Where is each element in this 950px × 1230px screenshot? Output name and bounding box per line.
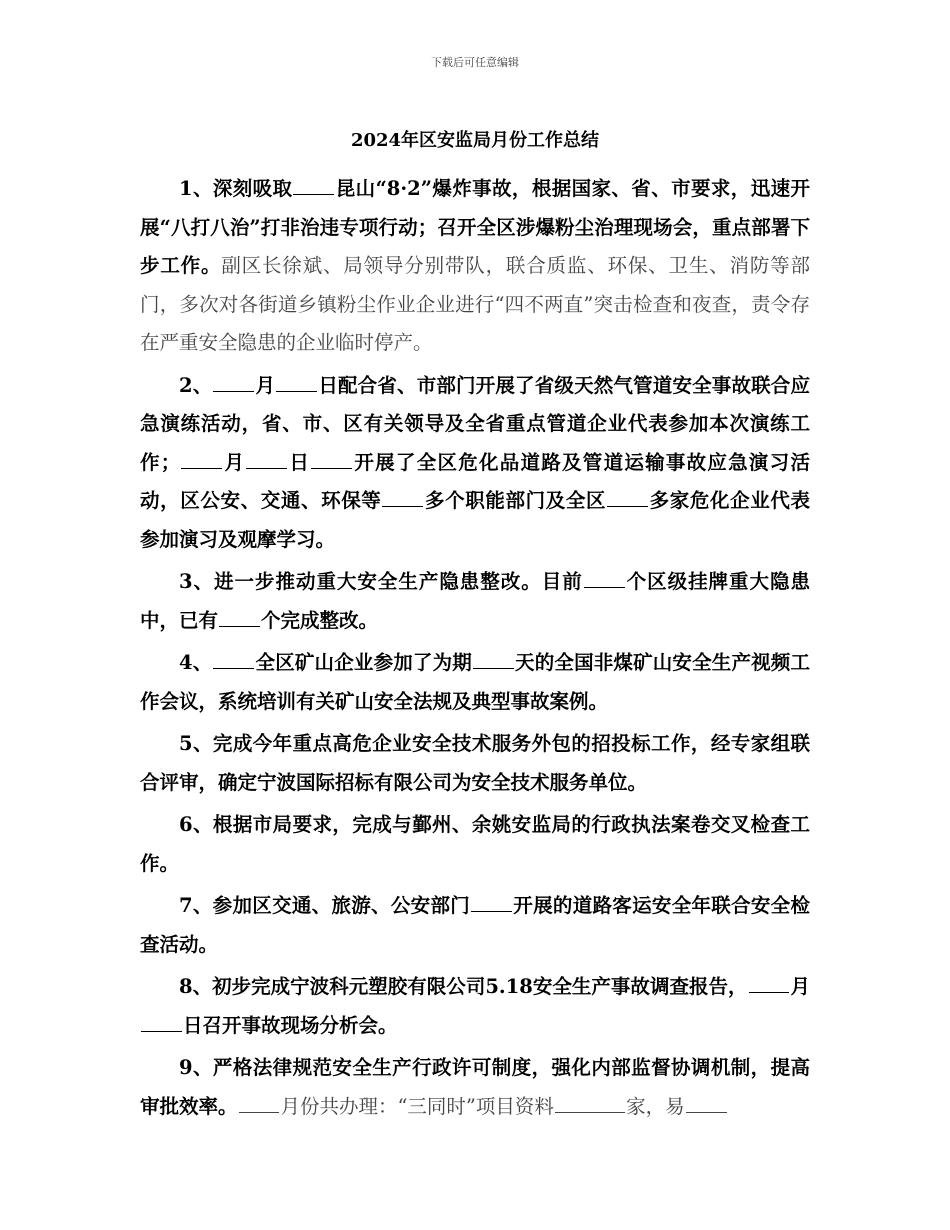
fill-blank [749, 972, 790, 993]
paragraph-2 [140, 367, 810, 560]
fill-blank [607, 486, 648, 507]
paragraph-7 [140, 887, 810, 964]
paragraph-4-text-a: 4、 [179, 651, 213, 674]
fill-blank [382, 486, 423, 507]
document-title: 2024年区安监局月份工作总结 [350, 130, 600, 151]
paragraph-2-text-c: 日配合省、市部门开展了省级天然气管道安全事故联合应急演练活动，省、市、区有关领导及全省重点管道企业代表参加本次演练工作； [140, 373, 810, 474]
paragraph-4 [140, 644, 810, 721]
paragraph-9-text-b: 月份共办理：“三同时”项目资料 [280, 1094, 554, 1118]
paragraph-2-text-g: 多个职能部门及全区 [424, 489, 607, 512]
paragraph-2-text-f: 开展了全区危化品道路及管道运输事故应急演习活动，区公安、交通、环保等 [140, 450, 810, 512]
paragraph-7-text-b: 开展的道路客运安全年联合安全检查活动。 [140, 894, 810, 956]
paragraph-3-text-c: 个完成整改。 [260, 608, 378, 632]
paragraph-9-text-a: 9、严格法律规范安全生产行政许可制度，强化内部监督协调机制，提高审批效率。 [140, 1056, 810, 1118]
header-note: 下载后可任意编辑 [431, 56, 519, 69]
paragraph-3 [140, 563, 810, 640]
paragraph-5 [140, 725, 810, 802]
fill-blank [555, 1091, 625, 1112]
fill-blank [181, 447, 222, 468]
paragraph-4-text-b: 全区矿山企业参加了为期 [255, 651, 472, 674]
paragraph-1-text-c: 副区长徐斌、局领导分别带队，联合质监、环保、卫生、消防等部门，多次对各街道乡镇粉尘作业企业进行“四不两直”突击检查和夜查，责令存在严重安全隐患的企业临时停产。 [140, 254, 810, 354]
paragraph-1-text-b: 昆山“8·2”爆炸事故，根据国家、省、市要求，迅速开展“八打八治”打非治违专项行动；召开全区涉爆粉尘治理现场会，重点部署下步工作。 [140, 177, 810, 277]
paragraph-9-text-c: 家，易 [626, 1094, 685, 1118]
fill-blank [471, 891, 512, 912]
fill-blank [311, 447, 352, 468]
paragraph-4-text-c: 天的全国非煤矿山安全生产视频工作会议，系统培训有关矿山安全法规及典型事故案例。 [140, 651, 810, 713]
fill-blank [239, 1091, 280, 1112]
paragraph-2-text-d: 月 [223, 450, 246, 474]
fill-blank [246, 447, 287, 468]
paragraph-3-text-a: 3、进一步推动重大安全生产隐患整改。目前 [179, 570, 583, 593]
paragraph-1 [140, 170, 810, 363]
paragraph-6-text: 6、根据市局要求，完成与鄞州、余姚安监局的行政执法案卷交叉检查工作。 [140, 813, 810, 875]
paragraph-3-text-b: 个区级挂牌重大隐患中，已有 [140, 570, 810, 632]
fill-blank [293, 174, 334, 195]
fill-blank [686, 1091, 727, 1112]
paragraph-8-text-a: 8、初步完成宁波科元塑胶有限公司5.18安全生产事故调查报告， [179, 975, 748, 998]
fill-blank [276, 370, 317, 391]
fill-blank [213, 648, 254, 669]
fill-blank [584, 567, 625, 588]
paragraph-8 [140, 968, 810, 1045]
paragraph-8-text-b: 月 [790, 975, 810, 998]
fill-blank [219, 605, 260, 626]
fill-blank [141, 1010, 182, 1031]
paragraph-8-text-c: 日召开事故现场分析会。 [182, 1013, 398, 1037]
paragraph-9 [140, 1049, 810, 1126]
fill-blank [473, 648, 514, 669]
paragraph-7-text-a: 7、参加区交通、旅游、公安部门 [179, 894, 471, 917]
paragraph-2-text-a: 2、 [179, 373, 213, 397]
paragraph-2-text-e: 日 [288, 450, 311, 474]
fill-blank [213, 370, 254, 391]
paragraph-2-text-h: 多家危化企业代表参加演习及观摩学习。 [140, 489, 810, 551]
paragraph-5-text: 5、完成今年重点高危企业安全技术服务外包的招投标工作，经专家组联合评审，确定宁波国际招标有限公司为安全技术服务单位。 [140, 732, 810, 794]
document-body [140, 170, 810, 1130]
paragraph-6 [140, 806, 810, 883]
paragraph-2-text-b: 月 [255, 373, 276, 397]
paragraph-1-text-a: 1、深刻吸取 [179, 177, 293, 200]
